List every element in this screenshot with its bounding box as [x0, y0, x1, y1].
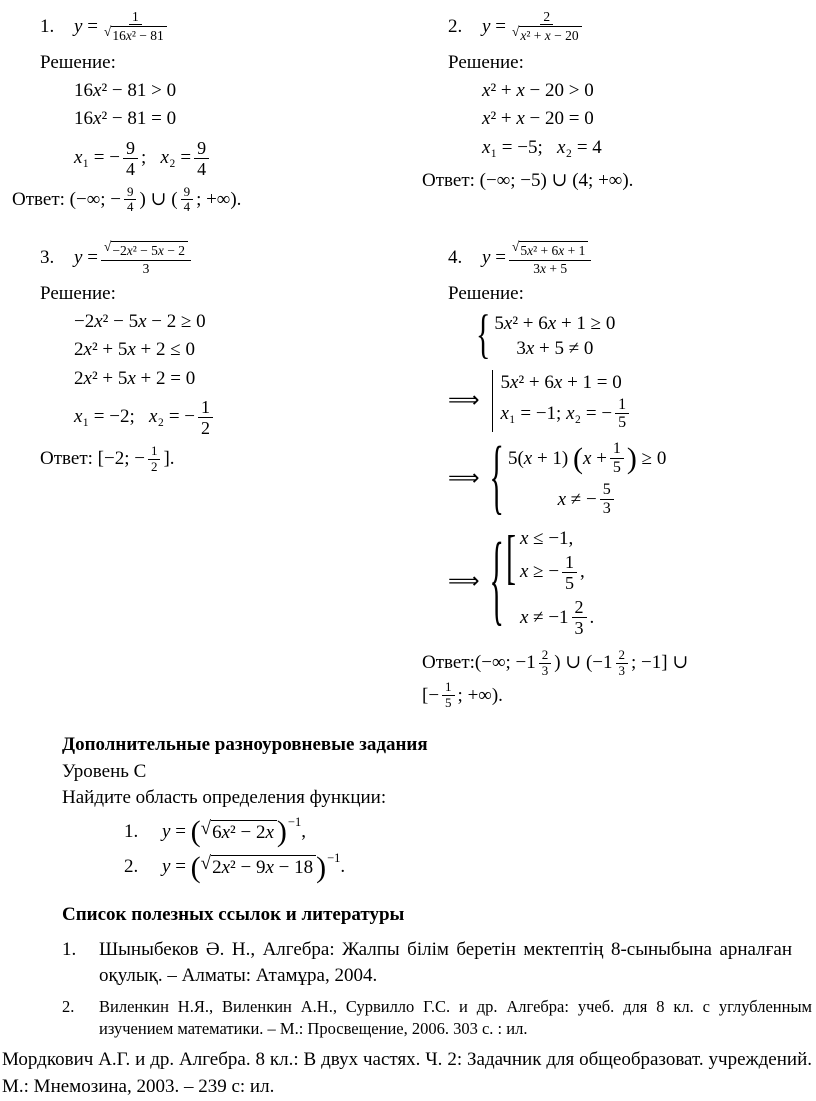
- literature-item-1: [62, 937, 792, 990]
- fraction: [539, 648, 552, 678]
- item-number: 1.: [124, 820, 139, 842]
- function-lhs: y =: [74, 246, 98, 268]
- answer-line: [40, 444, 404, 474]
- fraction-denominator: [101, 25, 170, 44]
- equation-text: x ≠ −: [557, 488, 597, 510]
- problem-3-function: [40, 237, 404, 279]
- item-number: 1.: [62, 938, 77, 960]
- radicand: 6x² − 2x: [211, 820, 277, 845]
- literature-item-2: [62, 996, 812, 1040]
- cases-bracket: [: [505, 525, 516, 592]
- answer-line: [422, 680, 812, 710]
- fraction-denominator: 2: [201, 418, 211, 439]
- fraction-denominator: 4: [126, 158, 135, 179]
- left-paren: (: [190, 850, 201, 884]
- fraction-numerator: 9: [181, 185, 194, 201]
- inequality-text: ,: [580, 561, 585, 583]
- fraction-denominator: 4: [197, 158, 207, 179]
- radicand: −2x² − 5x − 2: [111, 241, 188, 259]
- exponent: −1: [287, 815, 302, 830]
- sqrt-symbol: √: [511, 239, 520, 255]
- fraction-denominator: 3: [541, 662, 549, 678]
- fraction-denominator: 5: [618, 414, 627, 432]
- equation: 16x² − 81 = 0: [74, 108, 177, 130]
- problem-number: 4.: [448, 247, 463, 269]
- sqrt-symbol: √: [200, 817, 212, 839]
- fraction: [572, 597, 587, 638]
- answer-line: Ответ: (−∞; −5) ∪ (4; +∞).: [422, 170, 634, 192]
- solution-label: Решение:: [40, 52, 116, 73]
- solution-label: Решение:: [40, 283, 116, 304]
- function-lhs: y =: [74, 15, 98, 37]
- solution-label: Решение:: [448, 52, 524, 73]
- roots-line: [74, 397, 404, 438]
- fraction: [610, 440, 624, 477]
- radicand: x² + x − 20: [519, 26, 581, 44]
- answer-text: Ответ:(−∞; −1: [422, 652, 536, 674]
- system-brace: {: [476, 305, 491, 366]
- fraction-numerator: [101, 240, 191, 260]
- equation-text: 5(x + 1): [507, 447, 574, 469]
- fraction-numerator: 5: [600, 481, 614, 500]
- fraction-numerator: 1: [442, 680, 455, 696]
- sqrt: [104, 26, 167, 44]
- literature-item-3: Мордкович А.Г. и др. Алгебра. 8 кл.: В двух частях. Ч. 2: Задачник для общеобразоват. учреждений. М.: Мнемозина, 2003. – 239 с: ил.: [2, 1049, 812, 1097]
- function-fraction: [509, 9, 585, 44]
- inequality-text: .: [589, 606, 595, 628]
- fraction-numerator: 9: [123, 138, 138, 159]
- problems-grid: [0, 6, 816, 710]
- fraction: [123, 138, 138, 179]
- equation: 3x + 5 ≠ 0: [516, 338, 594, 360]
- fraction: [124, 185, 137, 215]
- problem-2-function: [448, 6, 812, 48]
- system-1: [476, 305, 812, 366]
- answer-text: Ответ: [−2; −: [40, 448, 145, 470]
- system-lines: [506, 526, 594, 638]
- equation-text: ≥ 0: [636, 447, 667, 469]
- roots-text: x₁ = −1; x₂ = −: [500, 403, 613, 425]
- problem-number: 1.: [40, 15, 55, 37]
- problem-4-function: [448, 237, 812, 279]
- fraction-denominator: 2: [150, 458, 158, 474]
- extra-task-2: [124, 850, 762, 884]
- punctuation: .: [340, 856, 346, 878]
- function-lhs: y =: [162, 856, 191, 878]
- implication-3: [448, 526, 812, 638]
- literature-heading: Список полезных ссылок и литературы: [62, 904, 405, 925]
- equation: −2x² − 5x − 2 ≥ 0: [74, 310, 206, 332]
- fraction-denominator: 5: [445, 694, 452, 710]
- problem-2: [408, 6, 816, 215]
- fraction-numerator: 1: [148, 444, 161, 460]
- answer-text: ; +∞).: [196, 188, 242, 210]
- fraction: [194, 138, 209, 179]
- fraction-numerator: 2: [540, 9, 553, 25]
- case-lines: [492, 370, 633, 432]
- left-paren: (: [573, 441, 584, 475]
- sqrt: [200, 817, 277, 845]
- sqrt-symbol: √: [103, 24, 112, 40]
- right-paren: ): [316, 850, 327, 884]
- implication-1: [448, 370, 812, 432]
- fraction-denominator: 3: [142, 260, 150, 276]
- fraction-numerator: 1: [198, 397, 213, 418]
- system-lines: [508, 440, 666, 518]
- inequality: x ≤ −1,: [519, 528, 574, 549]
- fraction-denominator: 4: [126, 199, 134, 215]
- fraction-numerator: 2: [539, 648, 552, 664]
- fraction: [616, 648, 629, 678]
- sqrt-symbol: √: [103, 239, 112, 255]
- punctuation: ,: [301, 820, 306, 842]
- answer-text: ; −1] ∪: [631, 652, 689, 674]
- fraction-numerator: 2: [616, 648, 629, 664]
- answer-text: ) ∪ (: [139, 188, 178, 210]
- roots-line: [74, 138, 404, 179]
- equation: 5x² + 6x + 1 = 0: [500, 371, 622, 393]
- equation: 2x² + 5x + 2 = 0: [74, 367, 196, 389]
- right-paren: ): [626, 441, 637, 475]
- sqrt: [512, 26, 582, 44]
- level-label: Уровень С: [62, 760, 147, 782]
- system-lines: [494, 311, 615, 362]
- implication-2: [448, 431, 812, 524]
- problem-4: [408, 237, 816, 710]
- sqrt-symbol: √: [200, 853, 212, 875]
- roots-line: [501, 396, 633, 433]
- problem-3: [0, 237, 408, 710]
- answer-line: [12, 185, 404, 215]
- implies-arrow: ⟹: [448, 569, 480, 595]
- inequality-text: x ≥ −: [519, 561, 560, 583]
- bracket-lines: [520, 526, 585, 593]
- fraction: [615, 396, 629, 433]
- answer-line: [422, 648, 812, 678]
- inequality-row: [520, 597, 594, 638]
- fraction-numerator: 2: [572, 597, 587, 618]
- answer-text: ].: [163, 448, 175, 470]
- radicand: 2x² − 9x − 18: [211, 855, 316, 880]
- extra-heading: Дополнительные разноуровневые задания: [62, 734, 428, 755]
- answer-text: ) ∪ (−1: [554, 652, 613, 674]
- problem-1: [0, 6, 408, 215]
- item-text: Виленкин Н.Я., Виленкин А.Н., Сурвилло Г.С. и др. Алгебра: учеб. для 8 кл. с углубленным изучением математики. – М.: Просвещение, 2006. 303 с. : ил.: [99, 996, 812, 1038]
- equation: 16x² − 81 > 0: [74, 79, 177, 101]
- fraction-numerator: 1: [610, 440, 624, 459]
- inequality-row: [520, 552, 585, 593]
- function-lhs: y =: [482, 15, 506, 37]
- fraction-numerator: 1: [615, 396, 629, 415]
- fraction-denominator: 5: [565, 572, 575, 593]
- fraction: [600, 481, 614, 518]
- roots-text: x₁ = −: [74, 146, 120, 168]
- sqrt-symbol: √: [511, 24, 520, 40]
- inequality-text: x ≠ −1: [519, 606, 569, 628]
- sqrt: [104, 241, 188, 259]
- implies-arrow: ⟹: [448, 466, 480, 492]
- fraction: [198, 397, 213, 438]
- right-paren: ): [276, 815, 287, 849]
- fraction-denominator: 5: [612, 459, 621, 477]
- system-brace: {: [489, 524, 504, 637]
- roots-text: x₁ = −2; x₂ = −: [74, 406, 196, 428]
- answer-text: ; +∞).: [457, 684, 503, 706]
- solution-label: Решение:: [448, 283, 524, 304]
- radicand: 5x² + 6x + 1: [519, 241, 588, 259]
- equation: x² + x − 20 = 0: [482, 108, 594, 130]
- fraction-numerator: 1: [562, 552, 577, 573]
- fraction: [148, 444, 161, 474]
- extra-tasks-section: [62, 732, 762, 884]
- implies-arrow: ⟹: [448, 388, 480, 414]
- fraction-denominator: 3x + 5: [533, 260, 568, 276]
- task-prompt: Найдите область определения функции:: [62, 787, 387, 809]
- fraction-numerator: 9: [194, 138, 209, 159]
- sqrt: [201, 855, 316, 880]
- sqrt: [512, 241, 588, 259]
- answer-text: [−: [422, 684, 440, 706]
- problem-1-function: [40, 6, 404, 48]
- function-lhs: y =: [482, 247, 506, 269]
- bracket-block: [506, 526, 594, 593]
- answer-text: Ответ: (−∞; −: [12, 188, 121, 210]
- equation: x₁ = −5; x₂ = 4: [482, 136, 602, 158]
- equation-row: [508, 440, 666, 477]
- fraction-denominator: 3: [602, 500, 611, 518]
- fraction-numerator: [509, 240, 591, 260]
- fraction-numerator: 1: [129, 9, 142, 25]
- answer-block: [422, 648, 812, 710]
- extra-task-1: [124, 815, 762, 849]
- roots-text: ; x₂ =: [141, 146, 192, 168]
- fraction-denominator: [509, 25, 585, 44]
- fraction: [181, 185, 194, 215]
- function-fraction: [509, 240, 591, 275]
- item-text: Шыныбеков Ә. Н., Алгебра: Жалпы білім беретін мектептің 8-сыныбына арналған оқулық. – Алматы: Атамұра, 2004.: [99, 938, 792, 987]
- literature-section: [0, 902, 816, 1101]
- exponent: −1: [327, 850, 341, 865]
- function-fraction: [101, 9, 170, 44]
- problem-number: 2.: [448, 15, 463, 37]
- equation: x² + x − 20 > 0: [482, 79, 594, 101]
- item-number: 2.: [62, 996, 75, 1016]
- equation-text: x +: [583, 447, 607, 469]
- system-brace: {: [489, 431, 504, 524]
- fraction-denominator: 4: [183, 199, 191, 215]
- fraction: [442, 680, 455, 710]
- fraction-denominator: 3: [618, 662, 626, 678]
- equation-row: [508, 481, 666, 518]
- fraction: [562, 552, 577, 593]
- fraction-numerator: 9: [124, 185, 137, 201]
- item-number: 2.: [124, 856, 139, 878]
- fraction-denominator: 3: [574, 618, 584, 639]
- function-lhs: y =: [162, 820, 191, 842]
- problem-number: 3.: [40, 246, 55, 268]
- equation: 2x² + 5x + 2 ≤ 0: [74, 339, 195, 361]
- left-paren: (: [190, 815, 201, 849]
- equation: 5x² + 6x + 1 ≥ 0: [494, 312, 616, 334]
- function-fraction: [101, 240, 191, 275]
- radicand: 16x² − 81: [111, 26, 166, 44]
